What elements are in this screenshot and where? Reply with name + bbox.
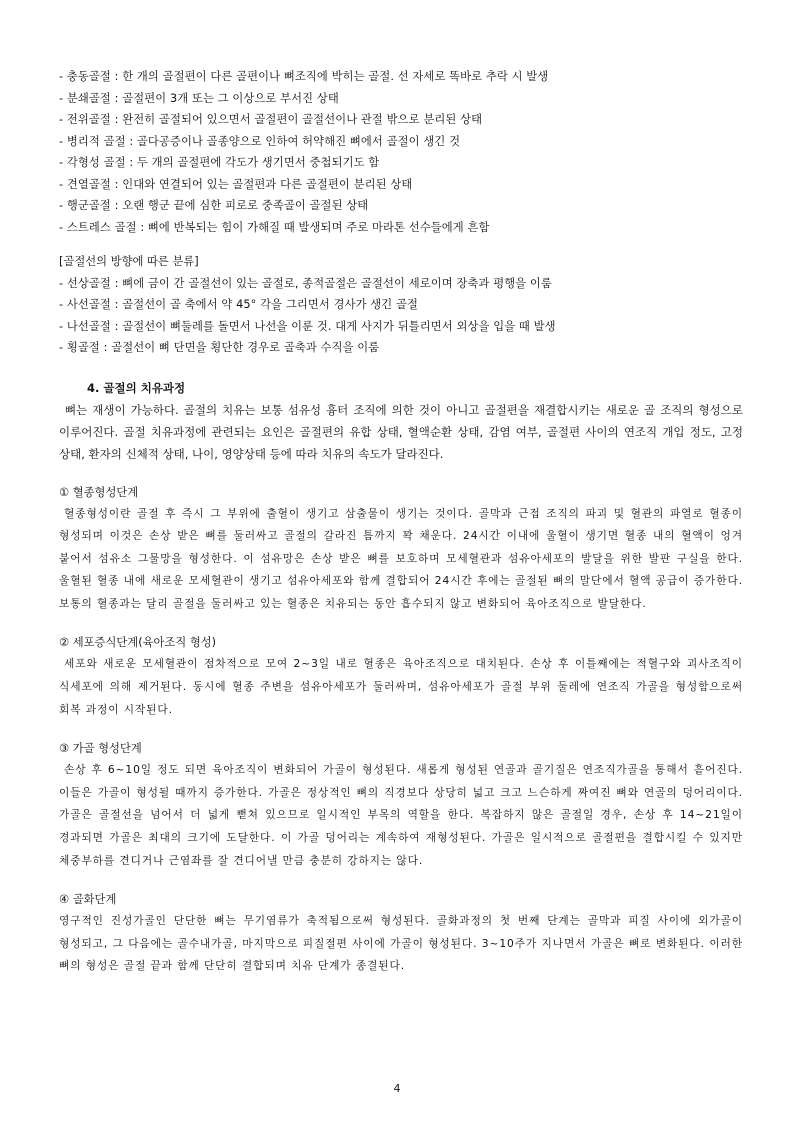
stage-title: ① 혈종형성단계	[59, 485, 139, 499]
list-item: - 분쇄골절 : 골절편이 3개 또는 그 이상으로 부서진 상태	[59, 91, 339, 105]
list-item: - 견열골절 : 인대와 연결되어 있는 골절편과 다른 골절편이 분리된 상태	[59, 177, 413, 191]
list-item: - 사선골절 : 골절선이 골 축에서 약 45° 각을 그리면서 경사가 생긴 골절	[59, 298, 419, 311]
direction-heading: [골절선의 방향에 따른 분류]	[59, 255, 199, 268]
section-intro-paragraph: 뼈는 재생이 가능하다. 골절의 치유는 보통 섬유성 흉터 조직에 의한 것이 아니고 골절편을 재결합시키는 새로운 골 조직의 형성으로 이루어진다. 골절 치유과정에 관련되는 요인은 골절편의 유합 상태, 혈액순환 상태, 감염 여부, 골절편 사이의 연조직 개입 정도, 고정 상태, 환자의 신체적 상태, 나이, 영양상태 등에 따라 치유의 속도가 달라진다.	[59, 402, 743, 461]
list-item: - 각형성 골절 : 두 개의 골절편에 각도가 생기면서 중첩되기도 함	[59, 156, 380, 169]
fracture-type-list	[59, 66, 743, 238]
stage-title: ③ 가골 형성단계	[59, 742, 142, 756]
list-item: - 충동골절 : 한 개의 골절편이 다른 골편이나 뼈조직에 박히는 골절. 선 자세로 똑바로 추락 시 발생	[59, 70, 549, 83]
list-item: - 선상골절 : 뼈에 금이 간 골절선이 있는 골절로, 종적골절은 골절선이 세로이며 장축과 평행을 이룸	[59, 276, 552, 290]
direction-type-list	[59, 273, 743, 359]
list-item: - 행군골절 : 오랜 행군 끝에 심한 피로로 중족골이 골절된 상태	[59, 199, 369, 212]
list-item: - 병리적 골절 : 골다공증이나 골종양으로 인하여 허약해진 뼈에서 골절이 생긴 것	[59, 134, 461, 148]
list-item: - 전위골절 : 완전히 골절되어 있으면서 골절편이 골절선이나 관절 밖으로 분리된 상태	[59, 113, 483, 126]
stage-paragraph: 혈종형성이란 골절 후 즉시 그 부위에 출혈이 생기고 삼출물이 생기는 것이다. 골막과 근접 조직의 파괴 및 혈관의 파열로 혈종이 형성되며 이것은 손상 받은 뼈를 둘러싸고 골절의 갈라진 틈까지 꽉 채운다. 24시간 이내에 울혈이 생기면 혈종 내의 혈액이 엉겨 붙어서 섬유소 그물망을 형성한다. 이 섬유망은 손상 받은 뼈를 보호하며 모세혈관과 섬유아세포의 발달을 위한 발판 구실을 한다. 울혈된 혈종 내에 새로운 모세혈관이 생기고 섬유아세포와 함께 결합되어 24시간 후에는 골절된 뼈의 말단에서 혈액 공급이 증가한다. 보통의 혈종과는 달리 골절을 둘러싸고 있는 혈종은 치유되는 동안 흡수되지 않고 변화되어 육아조직으로 발달한다.	[59, 506, 743, 610]
stage-paragraph: 영구적인 진성가골인 단단한 뼈는 무기염류가 축적됨으로써 형성된다. 골화과정의 첫 번째 단계는 골막과 피질 사이에 외가골이 형성되고, 그 다음에는 골수내가골, 마지막으로 피질절편 사이에 가골이 형성된다. 3~10주가 지나면서 가골은 뼈로 변화된다. 이러한 뼈의 형성은 골절 끝과 함께 단단히 결합되며 치유 단계가 종결된다.	[59, 914, 743, 973]
stage-title: ④ 골화단계	[59, 893, 117, 907]
list-item: - 스트레스 골절 : 뼈에 반복되는 힘이 가해질 때 발생되며 주로 마라톤 선수들에게 흔함	[59, 220, 490, 234]
document-body	[59, 66, 743, 978]
list-item: - 횡골절 : 골절선이 뼈 단면을 횡단한 경우로 골축과 수직을 이룸	[59, 341, 380, 354]
section-title: 4. 골절의 치유과정	[87, 380, 186, 395]
stage-paragraph: 세포와 새로운 모세혈관이 점차적으로 모여 2~3일 내로 혈종은 육아조직으로 대치된다. 손상 후 이틀째에는 적혈구와 괴사조직이 식세포에 의해 제거된다. 동시에 혈종 주변을 섬유아세포가 둘러싸며, 섬유아세포가 골절 부위 둘레에 연조직 가골을 형성함으로써 회복 과정이 시작된다.	[59, 657, 743, 716]
page-number: 4	[393, 1082, 401, 1095]
stage-title: ② 세포증식단계(육아조직 형성)	[59, 636, 217, 650]
list-item: - 나선골절 : 골절선이 뼈둘레를 돌면서 나선을 이룬 것. 대게 사지가 뒤틀리면서 외상을 입을 때 발생	[59, 319, 556, 333]
stage-paragraph: 손상 후 6~10일 정도 되면 육아조직이 변화되어 가골이 형성된다. 새롭게 형성된 연골과 골기질은 연조직가골을 통해서 흩어진다. 이들은 가골이 형성될 때까지 증가한다. 가골은 정상적인 뼈의 직경보다 상당히 넓고 크고 느슨하게 짜여진 뼈와 연골의 덩어리이다. 가골은 골절선을 넘어서 더 넓게 뻗쳐 있으므로 일시적인 부목의 역할을 한다. 복잡하지 않은 골절일 경우, 손상 후 14~21일이 경과되면 가골은 최대의 크기에 도달한다. 이 가골 덩어리는 계속하여 재형성된다. 가골은 일시적으로 골절편을 결합시킬 수 있지만 체중부하를 견디거나 근염좌를 잘 견디어낼 만큼 충분히 강하지는 않다.	[59, 763, 743, 867]
